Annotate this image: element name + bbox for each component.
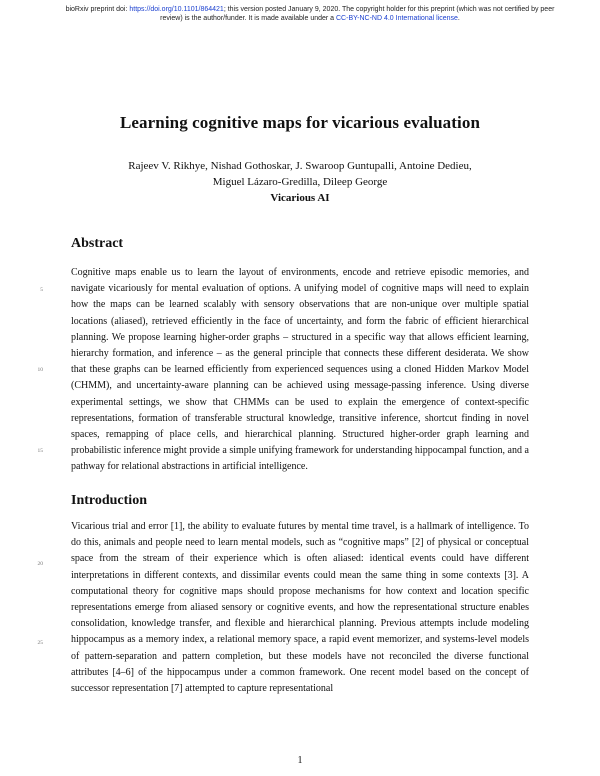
author-block [60,158,540,206]
line-number: 20 [37,561,43,567]
authors-line-2: Miguel Lázaro-Gredilla, Dileep George [212,176,388,188]
doi-link[interactable]: https://doi.org/10.1101/864421 [129,6,224,13]
abstract-heading: Abstract [71,236,124,251]
page-number: 1 [297,755,303,766]
introduction-heading: Introduction [71,493,147,508]
paper-title: Learning cognitive maps for vicarious evaluation [119,113,481,132]
line-number: 10 [37,367,43,373]
preprint-text-2: ; this version posted January 9, 2020. The copyright holder for this preprint (which was not certified by peer review) is the author/funder. It is made available under a [160,6,555,22]
license-link[interactable]: CC-BY-NC-ND 4.0 International license [336,15,458,22]
preprint-notice [60,5,560,23]
preprint-text-3: . [457,15,460,22]
preprint-text-1: bioRxiv preprint doi: [65,6,130,13]
abstract-body: Cognitive maps enable us to learn the layout of environments, encode and retrieve episodic memories, and navigate vicariously for mental evaluation of options. A unifying model of cognitive maps will need to explain how the maps can be learned scalably with sensory observations that are non-unique over multiple spatial locations (aliased), retrieved efficiently in the face of uncertainty, and form the fabric of efficient hierarchical planning. We propose learning higher-order graphs – structured in a specific way that allows efficient learning, hierarchy formation, and inference – as the general principle that connects these different desiderata. We show that these graphs can be learned efficiently from experienced sequences using a cloned Hidden Markov Model (CHMM), and uncertainty-aware planning can be achieved using message-passing inference. Using diverse experimental settings, we show that CHMMs can be used to explain the emergence of context-specific representations, formation of transferable structural knowledge, transitive inference, shortcut finding in novel spaces, remapping of place cells, and hierarchical planning. Structured higher-order graph learning and probabilistic inference might provide a simple unifying framework for understanding hippocampal function, and a pathway for relational abstractions in artificial intelligence. [71,267,529,473]
affiliation: Vicarious AI [270,192,330,204]
line-number: 5 [40,287,43,293]
authors-line-1: Rajeev V. Rikhye, Nishad Gothoskar, J. Swaroop Guntupalli, Antoine Dedieu, [128,160,472,172]
line-number: 15 [37,448,43,454]
line-number: 25 [37,640,43,646]
introduction-body: Vicarious trial and error [1], the ability to evaluate futures by mental time travel, is a hallmark of intelligence. To do this, animals and people need to learn mental models, such as “cognitive maps” [2] of physical or conceptual space from the stream of their experience which is often aliased: identical events could have different interpretations in different contexts, and dissimilar events could mean the same thing in some contexts [3]. A computational theory for cognitive maps should propose mechanisms for how context and location specific representations emerge from aliased sensory or cognitive events, and how the representational structure enables consolidation, knowledge transfer, and flexible and hierarchical planning. Previous attempts include modeling hippocampus as a memory index, a relational memory space, a rapid event memorizer, and systems-level models of pattern-separation and pattern completion, but these models have not reconciled the diverse functional attributes [4–6] of the hippocampus under a common framework. One recent model based on the concept of successor representation [7] attempted to capture representational [71,521,529,695]
